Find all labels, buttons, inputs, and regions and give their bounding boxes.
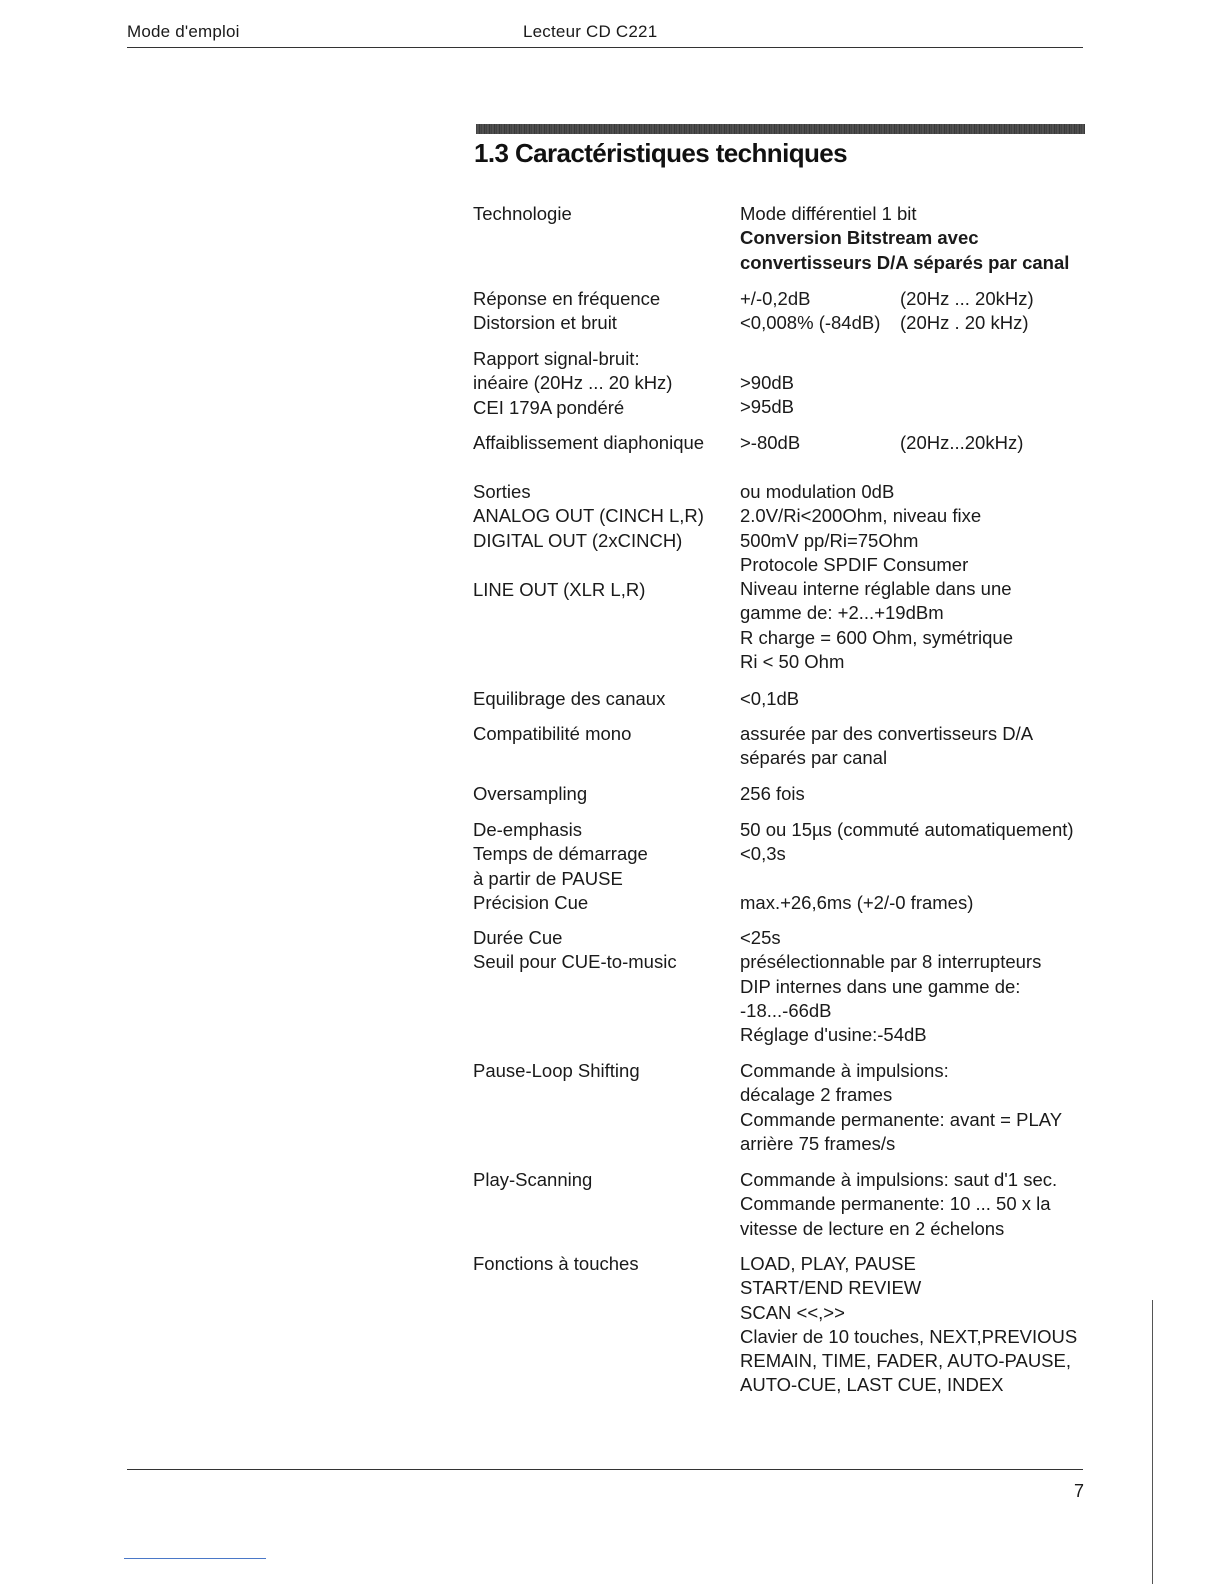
spec-value-line: Protocole SPDIF Consumer	[740, 553, 969, 575]
spec-label-line: CEI 179A pondéré	[473, 396, 625, 418]
page-number: 7	[1074, 1481, 1085, 1501]
bottom-underline-mark	[124, 1558, 266, 1559]
spec-value-affaiblissement: >-80dB	[740, 432, 801, 453]
spec-value-reponse-frequence: +/-0,2dB	[740, 288, 811, 309]
spec-value-line: gamme de: +2...+19dBm	[740, 602, 944, 624]
spec-value-deemphasis	[740, 818, 1074, 867]
spec-label-line: DIGITAL OUT (2xCINCH)	[473, 529, 683, 551]
spec-label-affaiblissement: Affaiblissement diaphonique	[473, 432, 705, 453]
spec-value-line: 2.0V/Ri<200Ohm, niveau fixe	[740, 505, 982, 527]
spec-label-equilibrage: Equilibrage des canaux	[473, 688, 666, 709]
spec-label-line: Seuil pour CUE-to-music	[473, 951, 677, 973]
header-divider	[127, 47, 1083, 48]
spec-value-line: vitesse de lecture en 2 échelons	[740, 1217, 1005, 1239]
spec-value-line: <0,3s	[740, 843, 786, 865]
spec-label-play-scanning: Play-Scanning	[473, 1169, 593, 1190]
spec-value-equilibrage: <0,1dB	[740, 688, 800, 709]
spec-label-line: Précision Cue	[473, 891, 589, 913]
spec-label-line: De-emphasis	[473, 819, 582, 840]
spec-value-play-scanning	[740, 1168, 1057, 1241]
spec-value-line: Commande permanente: avant = PLAY	[740, 1108, 1063, 1130]
spec-label-oversampling: Oversampling	[473, 783, 588, 804]
spec-value-line: SCAN <<,>>	[740, 1301, 845, 1323]
spec-label-line: Sorties	[473, 481, 531, 502]
spec-value-line: Conversion Bitstream avec	[740, 227, 979, 249]
spec-label-fonctions-touches: Fonctions à touches	[473, 1253, 639, 1274]
spec-value-line: Commande permanente: 10 ... 50 x la	[740, 1193, 1051, 1215]
spec-label-rapport-signal-bruit	[473, 347, 672, 420]
spec-value-line: Commande à impulsions:	[740, 1060, 949, 1081]
spec-label-line: ANALOG OUT (CINCH L,R)	[473, 505, 704, 527]
spec-label-compatibilite-mono: Compatibilité mono	[473, 723, 632, 744]
spec-label-line: inéaire (20Hz ... 20 kHz)	[473, 372, 673, 394]
section-title: 1.3 Caractéristiques techniques	[474, 138, 847, 168]
spec-label-sorties	[473, 480, 704, 553]
spec-value-line: >95dB	[740, 396, 795, 418]
spec-value-line: ou modulation 0dB	[740, 481, 895, 502]
spec-value-duree-cue	[740, 926, 1041, 1047]
spec-value-line: séparés par canal	[740, 747, 888, 769]
spec-label-pause-loop: Pause-Loop Shifting	[473, 1060, 640, 1081]
spec-value-line: START/END REVIEW	[740, 1277, 922, 1299]
spec-value-fonctions-touches	[740, 1252, 1077, 1398]
spec-value-line: AUTO-CUE, LAST CUE, INDEX	[740, 1374, 1004, 1396]
spec-value-oversampling: 256 fois	[740, 783, 805, 804]
spec-label-technologie: Technologie	[473, 203, 572, 224]
spec-value-distorsion: <0,008% (-84dB)	[740, 312, 881, 333]
spec-label-line: Durée Cue	[473, 927, 563, 948]
spec-value-line: R charge = 600 Ohm, symétrique	[740, 626, 1014, 648]
section-heading-bar	[476, 124, 1085, 134]
spec-label-duree-cue	[473, 926, 677, 975]
spec-label-reponse-frequence: Réponse en fréquence	[473, 288, 661, 309]
spec-value-line: DIP internes dans une gamme de:	[740, 975, 1021, 997]
spec-value-line: Réglage d'usine:-54dB	[740, 1024, 927, 1046]
spec-value-compatibilite-mono	[740, 722, 1033, 771]
spec-value-line: 50 ou 15µs (commuté automatiquement)	[740, 819, 1074, 840]
spec-value-line: assurée par des convertisseurs D/A	[740, 723, 1034, 744]
spec-value-sorties	[740, 480, 1013, 674]
spec-label-line: à partir de PAUSE	[473, 867, 623, 889]
spec-value-line: Clavier de 10 touches, NEXT,PREVIOUS	[740, 1325, 1078, 1347]
spec-value-precision-cue: max.+26,6ms (+2/-0 frames)	[740, 892, 974, 913]
spec-value-line: REMAIN, TIME, FADER, AUTO-PAUSE,	[740, 1350, 1072, 1372]
spec-label-deemphasis	[473, 818, 648, 915]
spec-range-reponse-frequence: (20Hz ... 20kHz)	[900, 288, 1034, 309]
spec-label-line: Temps de démarrage	[473, 843, 648, 865]
spec-value-line: 500mV pp/Ri=75Ohm	[740, 529, 919, 551]
spec-value-pause-loop	[740, 1059, 1062, 1156]
spec-label-line-out: LINE OUT (XLR L,R)	[473, 579, 646, 600]
spec-value-line: >90dB	[740, 372, 795, 393]
spec-value-line: Niveau interne réglable dans une	[740, 578, 1012, 600]
spec-value-line: <25s	[740, 927, 781, 948]
spec-value-technologie	[740, 202, 1069, 275]
spec-value-rapport-signal-bruit	[740, 371, 794, 420]
spec-range-affaiblissement: (20Hz...20kHz)	[900, 432, 1024, 453]
spec-value-line: présélectionnable par 8 interrupteurs	[740, 951, 1042, 973]
spec-label-distorsion: Distorsion et bruit	[473, 312, 617, 333]
spec-value-line: LOAD, PLAY, PAUSE	[740, 1253, 916, 1274]
header-document-type: Mode d'emploi	[127, 22, 240, 41]
spec-value-line: arrière 75 frames/s	[740, 1132, 896, 1154]
spec-value-line: -18...-66dB	[740, 999, 832, 1021]
spec-label-line: Rapport signal-bruit:	[473, 348, 640, 369]
footer-divider	[127, 1469, 1083, 1470]
spec-value-line: décalage 2 frames	[740, 1084, 893, 1106]
spec-value-line: Commande à impulsions: saut d'1 sec.	[740, 1169, 1058, 1190]
spec-value-line: Ri < 50 Ohm	[740, 651, 845, 673]
spec-value-line: convertisseurs D/A séparés par canal	[740, 251, 1070, 273]
header-product-name: Lecteur CD C221	[523, 22, 658, 41]
spec-value-line: Mode différentiel 1 bit	[740, 203, 917, 224]
page-edge-line	[1152, 1300, 1153, 1584]
spec-range-distorsion: (20Hz . 20 kHz)	[900, 312, 1029, 333]
